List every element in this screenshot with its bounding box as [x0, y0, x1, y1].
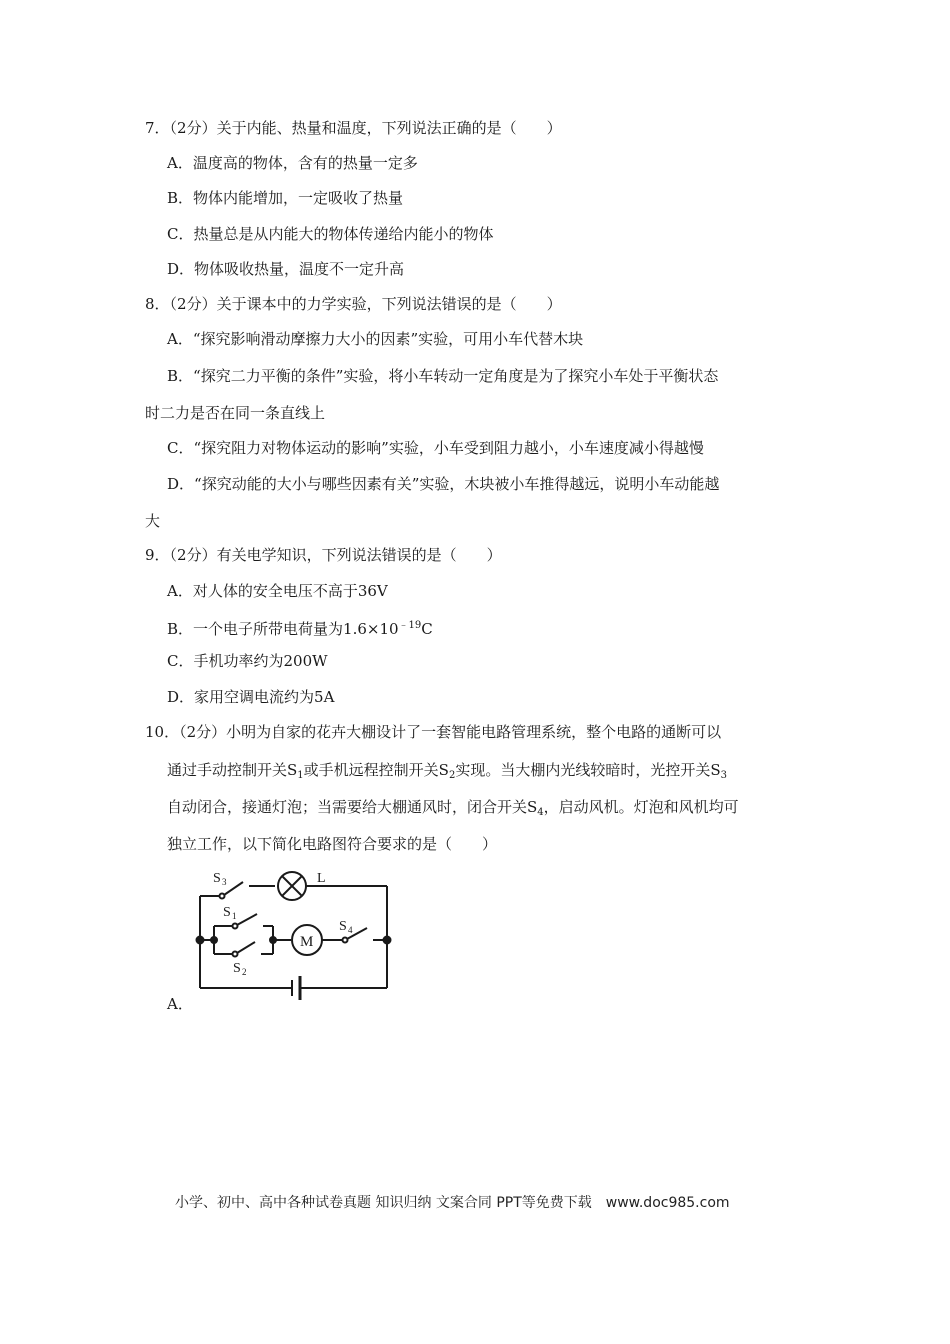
junction-right — [384, 937, 391, 944]
switch-s1-blade — [237, 914, 257, 925]
label-s2: S — [233, 961, 241, 976]
q10-stem-line4: 独立工作，以下简化电路图符合要求的是（ ） — [167, 835, 498, 853]
label-lamp: L — [317, 871, 326, 886]
q8-option-c: C．“探究阻力对物体运动的影响”实验，小车受到阻力越小，小车速度减小得越慢 — [167, 439, 704, 457]
q10-line2-text-b: 或手机远程控制开关S — [303, 761, 449, 779]
switch-s2-blade — [237, 942, 255, 953]
q9-option-b-exponent: ﹣19 — [398, 620, 422, 631]
label-s3: S — [213, 871, 221, 886]
q10-stem-line2 — [167, 760, 727, 786]
q7-option-d: D．物体吸收热量，温度不一定升高 — [167, 260, 405, 278]
page-footer: 小学、初中、高中各种试卷真题 知识归纳 文案合同 PPT等免费下载 www.doc985.com — [175, 1195, 730, 1211]
q7-option-b: B．物体内能增加，一定吸收了热量 — [167, 189, 404, 207]
q9-option-b-text: B．一个电子所带电荷量为1.6×10 — [167, 620, 399, 638]
q9-stem: 9．（2分）有关电学知识，下列说法错误的是（ ） — [145, 546, 502, 564]
q8-stem: 8．（2分）关于课本中的力学实验，下列说法错误的是（ ） — [145, 295, 562, 313]
q10-line3-text-b: ，启动风机。灯泡和风机均可 — [543, 798, 739, 816]
q9-option-a: A．对人体的安全电压不高于36V — [167, 582, 388, 600]
q10-stem-line1: 10．（2分）小明为自家的花卉大棚设计了一套智能电路管理系统，整个电路的通断可以 — [145, 723, 722, 741]
q10-line3-text-a: 自动闭合，接通灯泡；当需要给大棚通风时，闭合开关S — [167, 798, 538, 816]
q10-line2-sub-1: 1 — [297, 770, 304, 781]
q9-option-b-unit: C — [421, 620, 433, 638]
q8-option-d: D．“探究动能的大小与哪些因素有关”实验，木块被小车推得越远，说明小车动能越 — [167, 475, 720, 493]
label-s4: S — [339, 919, 347, 934]
q7-option-a: A．温度高的物体，含有的热量一定多 — [167, 154, 418, 172]
label-motor: M — [300, 934, 314, 950]
switch-s3-blade — [224, 882, 243, 895]
q10-line2-sub-3: 3 — [720, 770, 727, 781]
q10-line2-text-c: 实现。当大棚内光线较暗时，光控开关S — [455, 761, 721, 779]
q7-option-c: C．热量总是从内能大的物体传递给内能小的物体 — [167, 225, 494, 243]
label-s1: S — [223, 905, 231, 920]
q9-option-b — [167, 616, 433, 639]
label-s2-sub: 2 — [242, 967, 247, 977]
q8-option-b: B．“探究二力平衡的条件”实验，将小车转动一定角度是为了探究小车处于平衡状态 — [167, 367, 719, 385]
q10-line3-sub-4: 4 — [537, 807, 544, 818]
label-s3-sub: 3 — [222, 877, 227, 887]
label-s4-sub: 4 — [348, 925, 353, 935]
q9-option-d: D．家用空调电流约为5A — [167, 688, 335, 706]
q9-option-c: C．手机功率约为200W — [167, 652, 328, 670]
q10-line2-sub-2: 2 — [448, 770, 456, 781]
q7-stem: 7．（2分）关于内能、热量和温度，下列说法正确的是（ ） — [145, 119, 562, 137]
circuit-diagram-a — [185, 862, 445, 1012]
q10-option-a-label: A． — [167, 995, 193, 1013]
q8-option-b-continued: 时二力是否在同一条直线上 — [145, 404, 326, 422]
q8-option-d-continued: 大 — [145, 512, 161, 530]
label-s1-sub: 1 — [232, 911, 237, 921]
q10-stem-line3 — [167, 797, 739, 823]
q10-line2-text-a: 通过手动控制开关S — [167, 761, 298, 779]
q8-option-a: A．“探究影响滑动摩擦力大小的因素”实验，可用小车代替木块 — [167, 330, 584, 348]
